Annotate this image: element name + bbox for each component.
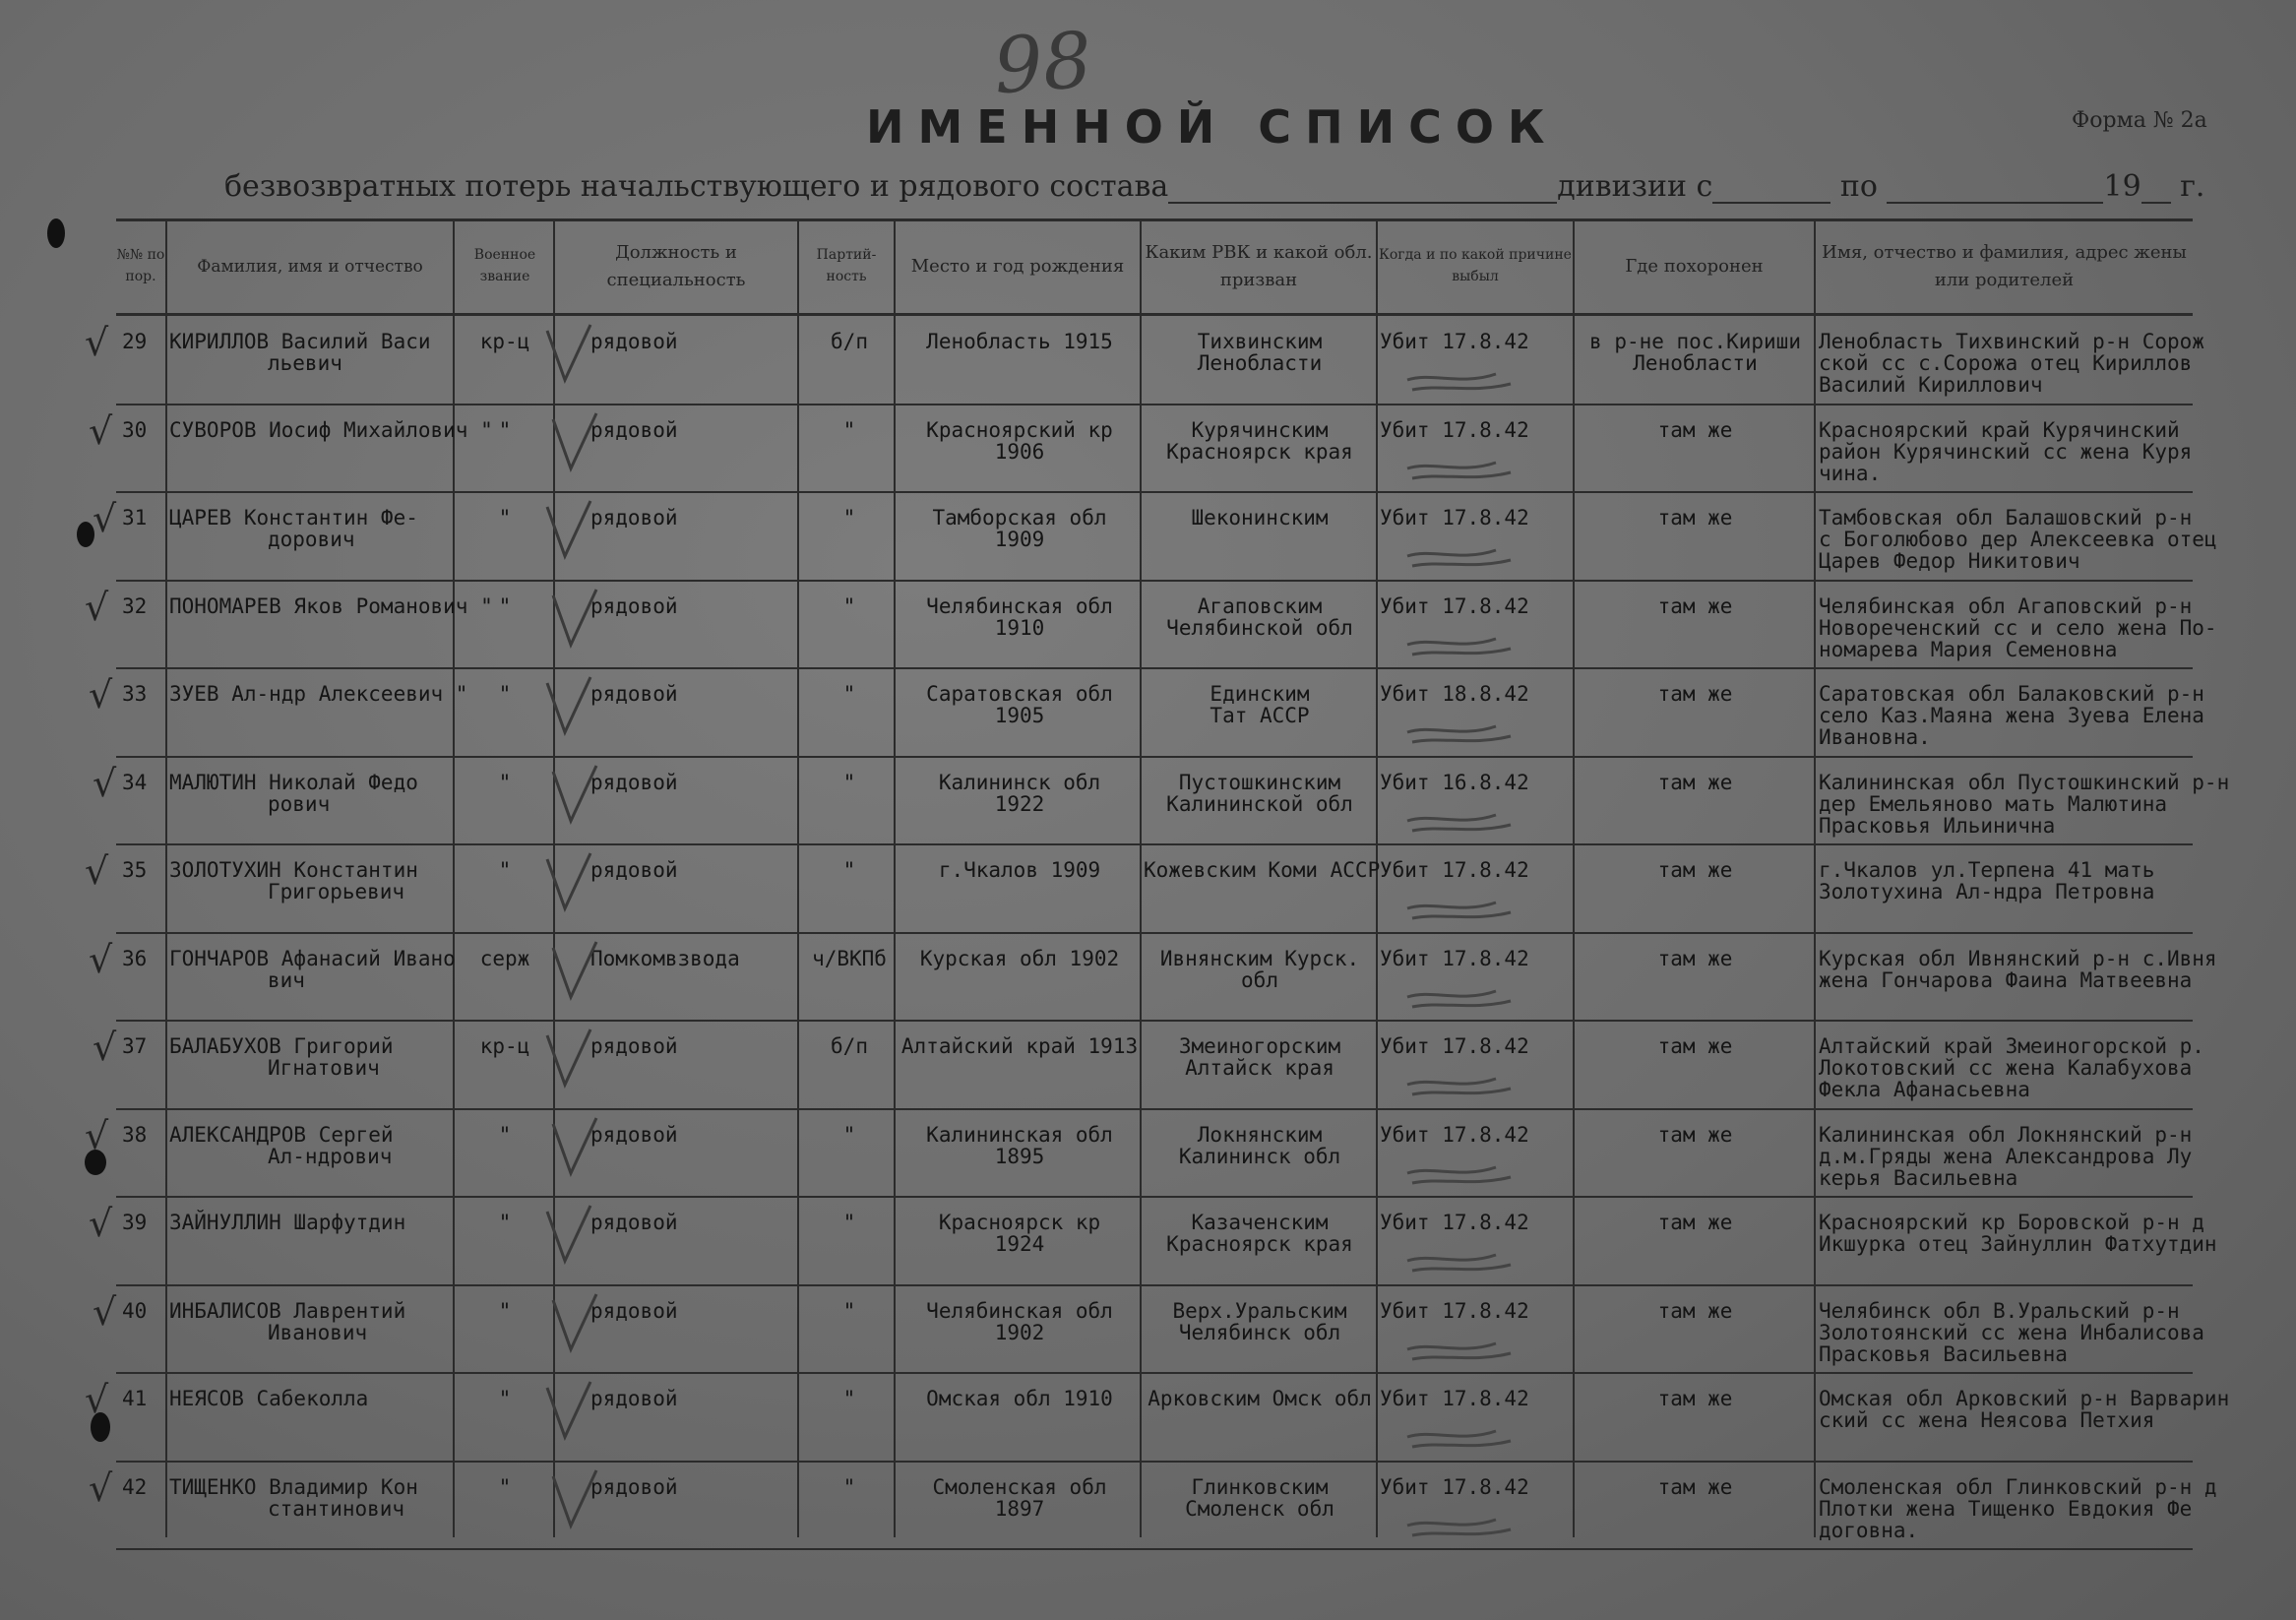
check-mark-icon: √ <box>89 1202 113 1245</box>
pencil-squiggle-icon <box>1402 1065 1520 1104</box>
row-name: вич <box>268 967 305 992</box>
form-number: Форма № 2а <box>2072 108 2207 133</box>
row-birth: 1910 <box>994 615 1045 640</box>
row-birth: Челябинская обл <box>926 593 1113 618</box>
row-party: б/п <box>831 1034 868 1058</box>
row-death: Убит 17.8.42 <box>1380 506 1529 530</box>
row-drafted: Ленобласти <box>1197 351 1323 375</box>
row-buried: там же <box>1657 946 1733 970</box>
row-number: 31 <box>122 506 148 530</box>
pencil-check-icon <box>541 849 600 918</box>
row-number: 29 <box>122 330 148 353</box>
row-death: Убит 18.8.42 <box>1380 682 1529 706</box>
table-row <box>0 758 2296 846</box>
row-name: ЗАЙНУЛЛИН Шарфутдин <box>169 1211 406 1234</box>
row-buried: Ленобласти <box>1633 351 1758 375</box>
row-relatives: Фекла Афанасьевна <box>1819 1078 2030 1101</box>
pencil-check-icon <box>547 938 606 1007</box>
row-party: " <box>842 593 856 618</box>
row-drafted: Тихвинским <box>1197 330 1323 353</box>
row-drafted: Красноярск края <box>1166 1232 1353 1256</box>
header-full-name: Фамилия, имя и отчество <box>197 256 423 277</box>
row-number: 42 <box>122 1474 148 1499</box>
row-relatives: Челябинская обл Агаповский р-н <box>1819 593 2193 618</box>
row-position: Помкомвзвода <box>590 946 740 970</box>
row-birth: 1905 <box>994 704 1045 727</box>
row-relatives: Саратовская обл Балаковский р-н <box>1819 682 2204 706</box>
row-death: Убит 17.8.42 <box>1380 593 1529 618</box>
pencil-squiggle-icon <box>1402 1330 1520 1369</box>
check-mark-icon: √ <box>93 1026 117 1069</box>
header-number: №№ по пор. <box>116 247 165 284</box>
row-name: Иванович <box>268 1320 368 1344</box>
row-relatives: село Каз.Маяна жена Зуева Елена <box>1819 704 2204 727</box>
table-row <box>0 405 2296 494</box>
row-drafted: Пустошкинским <box>1178 770 1341 794</box>
row-birth: г.Чкалов 1909 <box>938 858 1101 882</box>
pencil-squiggle-icon <box>1402 801 1520 841</box>
row-relatives: Челябинск обл В.Уральский р-н <box>1819 1298 2180 1323</box>
table-row <box>0 669 2296 758</box>
row-position: рядовой <box>590 1298 678 1323</box>
table-row <box>0 493 2296 582</box>
row-relatives: договна. <box>1819 1518 1919 1542</box>
punch-hole <box>47 218 65 248</box>
row-birth: Калининск обл <box>938 770 1101 794</box>
handwritten-page-number: 98 <box>990 16 1095 112</box>
row-name: ЦАРЕВ Константин Фе- <box>169 506 418 530</box>
table-row <box>0 582 2296 670</box>
pencil-squiggle-icon <box>1402 1153 1520 1193</box>
pencil-squiggle-icon <box>1402 977 1520 1017</box>
row-name: АЛЕКСАНДРОВ Сергей <box>169 1122 394 1147</box>
row-drafted: Верх.Уральским <box>1172 1298 1347 1323</box>
pencil-check-icon <box>547 586 606 654</box>
check-mark-icon: √ <box>89 937 113 981</box>
row-relatives: Красноярский кр Боровской р-н д <box>1819 1211 2204 1234</box>
row-rank: " <box>498 417 512 442</box>
row-relatives: Тамбовская обл Балашовский р-н <box>1819 506 2193 530</box>
row-rank: кр-ц <box>479 1034 530 1058</box>
row-position: рядовой <box>590 858 678 882</box>
row-party: " <box>842 1387 856 1410</box>
row-relatives: керья Васильевна <box>1819 1165 2018 1190</box>
row-rank: " <box>498 1211 512 1234</box>
check-mark-icon: √ <box>89 673 113 717</box>
row-relatives: Алтайский край Змеиногорской р. <box>1819 1034 2204 1058</box>
row-position: рядовой <box>590 1034 678 1058</box>
row-birth: Омская обл 1910 <box>926 1387 1113 1410</box>
row-relatives: номарева Мария Семеновна <box>1819 637 2118 661</box>
row-rank: " <box>498 506 512 530</box>
row-birth: 1902 <box>994 1320 1045 1344</box>
row-buried: там же <box>1657 858 1733 882</box>
row-drafted: Челябинск обл <box>1178 1320 1341 1344</box>
row-rank: " <box>498 1474 512 1499</box>
row-relatives: Икшурка отец Зайнуллин Фатхутдин <box>1819 1232 2217 1256</box>
pencil-squiggle-icon <box>1402 449 1520 488</box>
row-birth: Челябинская обл <box>926 1298 1113 1323</box>
row-party: " <box>842 1298 856 1323</box>
row-relatives: Смоленская обл Глинковский р-н д <box>1819 1474 2217 1499</box>
pencil-squiggle-icon <box>1402 713 1520 752</box>
row-drafted: Ивнянским Курск. <box>1159 946 1360 970</box>
row-birth: Смоленская обл <box>932 1474 1107 1499</box>
row-number: 40 <box>122 1298 148 1323</box>
row-number: 35 <box>122 858 148 882</box>
check-mark-icon: √ <box>89 408 113 453</box>
row-party: " <box>842 1474 856 1499</box>
header-buried: Где похоронен <box>1625 256 1764 278</box>
row-position: рядовой <box>590 330 678 353</box>
row-relatives: Локотовский сс жена Калабухова <box>1819 1056 2193 1080</box>
row-rank: " <box>498 858 512 882</box>
check-mark-icon: √ <box>93 1289 117 1334</box>
row-party: " <box>842 417 856 442</box>
row-birth: Красноярский кр <box>926 417 1113 442</box>
check-mark-icon: √ <box>93 497 117 540</box>
row-name: ЗУЕВ Ал-ндр Алексеевич " <box>169 682 468 706</box>
row-relatives: Золотухина Ал-ндра Петровна <box>1819 880 2155 903</box>
pencil-check-icon <box>547 1114 606 1183</box>
row-rank: серж <box>479 946 530 970</box>
row-buried: там же <box>1657 682 1733 706</box>
row-rank: " <box>498 770 512 794</box>
table-row <box>0 934 2296 1023</box>
row-birth: 1924 <box>994 1232 1045 1256</box>
row-death: Убит 17.8.42 <box>1380 1211 1529 1234</box>
header-drafted: Каким РВК и какой обл. призван <box>1145 242 1373 290</box>
pencil-check-icon <box>541 1202 600 1271</box>
table-row <box>0 1286 2296 1375</box>
row-buried: там же <box>1657 1122 1733 1147</box>
row-relatives: с Боголюбово дер Алексеевка отец <box>1819 528 2217 551</box>
check-mark-icon: √ <box>85 1378 109 1421</box>
pencil-check-icon <box>547 1466 606 1535</box>
row-relatives: Ивановна. <box>1819 725 1931 749</box>
row-relatives: Прасковья Ильинична <box>1819 813 2056 838</box>
row-party: б/п <box>831 330 868 353</box>
row-rank: " <box>498 1122 512 1147</box>
table-row <box>0 1463 2296 1551</box>
pencil-check-icon <box>547 762 606 831</box>
row-party: " <box>842 770 856 794</box>
row-buried: там же <box>1657 593 1733 618</box>
row-relatives: Красноярский край Курячинский <box>1819 417 2180 442</box>
row-number: 39 <box>122 1211 148 1234</box>
row-drafted: Змеиногорским <box>1178 1034 1341 1058</box>
row-party: " <box>842 858 856 882</box>
row-number: 30 <box>122 417 148 442</box>
row-rank: " <box>498 1387 512 1410</box>
row-birth: Ленобласть 1915 <box>926 330 1113 353</box>
row-name: КИРИЛЛОВ Василий Васи <box>169 330 431 353</box>
row-position: рядовой <box>590 682 678 706</box>
row-relatives: Плотки жена Тищенко Евдокия Фе <box>1819 1496 2193 1521</box>
row-separator <box>116 1548 2193 1550</box>
row-name: дорович <box>268 528 355 551</box>
row-name: ИНБАЛИСОВ Лаврентий <box>169 1298 406 1323</box>
pencil-squiggle-icon <box>1402 360 1520 400</box>
header-relatives: Имя, отчество и фамилия, адрес жены или родителей <box>1822 242 2187 290</box>
row-drafted: Глинковским <box>1191 1474 1329 1499</box>
row-position: рядовой <box>590 593 678 618</box>
row-birth: 1909 <box>994 528 1045 551</box>
row-relatives: ский сс жена Неясова Петхия <box>1819 1408 2155 1432</box>
row-name: Ал-ндрович <box>268 1144 393 1168</box>
row-drafted: Калининской обл <box>1166 791 1353 816</box>
row-position: рядовой <box>590 1211 678 1234</box>
row-birth: 1895 <box>994 1144 1045 1168</box>
row-drafted: Челябинской обл <box>1166 615 1353 640</box>
header-birth: Место и год рождения <box>910 256 1125 278</box>
row-rank: " <box>498 682 512 706</box>
row-buried: там же <box>1657 417 1733 442</box>
row-drafted: Шеконинским <box>1191 506 1329 530</box>
row-death: Убит 17.8.42 <box>1380 946 1529 970</box>
row-position: рядовой <box>590 506 678 530</box>
row-death: Убит 17.8.42 <box>1380 1034 1529 1058</box>
document-subtitle: безвозвратных потерь начальствующего и рядового состава дивизии с по 19 г. <box>224 169 2205 204</box>
pencil-check-icon <box>547 409 606 478</box>
row-drafted: Алтайск края <box>1185 1056 1334 1080</box>
pencil-check-icon <box>541 497 600 566</box>
row-drafted: Локнянским <box>1197 1122 1323 1147</box>
table-row <box>0 317 2296 405</box>
row-relatives: Калининская обл Локнянский р-н <box>1819 1122 2193 1147</box>
row-number: 32 <box>122 593 148 618</box>
row-name: ТИЩЕНКО Владимир Кон <box>169 1474 418 1499</box>
row-buried: там же <box>1657 1211 1733 1234</box>
row-relatives: чина. <box>1819 461 1882 485</box>
row-death: Убит 17.8.42 <box>1380 1474 1529 1499</box>
row-drafted: Смоленск обл <box>1185 1496 1334 1521</box>
row-drafted: Арковским Омск обл <box>1148 1387 1372 1410</box>
pencil-squiggle-icon <box>1402 889 1520 928</box>
row-birth: 1922 <box>994 791 1045 816</box>
row-rank: кр-ц <box>479 330 530 353</box>
row-name: МАЛЮТИН Николай Федо <box>169 770 418 794</box>
row-relatives: дер Емельяново мать Малютина <box>1819 791 2168 816</box>
row-birth: Алтайский край 1913 <box>900 1034 1139 1058</box>
row-position: рядовой <box>590 417 678 442</box>
row-buried: там же <box>1657 1034 1733 1058</box>
row-party: " <box>842 1211 856 1234</box>
row-relatives: Прасковья Васильевна <box>1819 1341 2068 1366</box>
row-rank: " <box>498 1298 512 1323</box>
row-drafted: Агаповским <box>1197 593 1323 618</box>
row-party: " <box>842 1122 856 1147</box>
row-death: Убит 17.8.42 <box>1380 330 1529 353</box>
table-row <box>0 1374 2296 1463</box>
row-death: Убит 17.8.42 <box>1380 417 1529 442</box>
header-party: Партий-ность <box>816 247 877 284</box>
row-name: СУВОРОВ Иосиф Михайлович " <box>169 417 493 442</box>
row-number: 37 <box>122 1034 148 1058</box>
row-position: рядовой <box>590 770 678 794</box>
row-buried: там же <box>1657 1298 1733 1323</box>
row-position: рядовой <box>590 1474 678 1499</box>
row-position: рядовой <box>590 1387 678 1410</box>
row-party: " <box>842 506 856 530</box>
pencil-squiggle-icon <box>1402 1506 1520 1545</box>
header-rank: Военное звание <box>473 247 536 284</box>
row-drafted: Единским <box>1210 682 1310 706</box>
row-relatives: Василий Кириллович <box>1819 373 2043 397</box>
row-name: Игнатович <box>268 1056 380 1080</box>
row-buried: в р-не пос.Кириши <box>1589 330 1801 353</box>
row-drafted: обл <box>1241 967 1278 992</box>
row-name: НЕЯСОВ Сабеколла <box>169 1387 369 1410</box>
row-name: Григорьевич <box>268 880 405 903</box>
document-title: ИМЕННОЙ СПИСОК <box>866 100 1559 154</box>
check-mark-icon: √ <box>85 1113 109 1157</box>
row-relatives: ской сс с.Сорожа отец Кириллов <box>1819 351 2193 375</box>
row-drafted: Курячинским <box>1191 417 1329 442</box>
check-mark-icon: √ <box>85 585 109 629</box>
header-position: Должность и специальность <box>606 242 746 290</box>
row-death: Убит 17.8.42 <box>1380 1298 1529 1323</box>
row-relatives: Курская обл Ивнянский р-н с.Ивня <box>1819 946 2217 970</box>
row-relatives: г.Чкалов ул.Терпена 41 мать <box>1819 858 2155 882</box>
row-relatives: Калининская обл Пустошкинский р-н <box>1819 770 2230 794</box>
row-death: Убит 17.8.42 <box>1380 1122 1529 1147</box>
row-birth: 1897 <box>994 1496 1045 1521</box>
row-name: ПОНОМАРЕВ Яков Романович " <box>169 593 493 618</box>
row-relatives: Ленобласть Тихвинский р-н Сорож <box>1819 330 2204 353</box>
row-relatives: Омская обл Арковский р-н Варварин <box>1819 1387 2230 1410</box>
row-drafted: Тат АССР <box>1210 704 1310 727</box>
pencil-check-icon <box>541 1378 600 1447</box>
row-relatives: Золотоянский сс жена Инбалисова <box>1819 1320 2204 1344</box>
row-rank: " <box>498 593 512 618</box>
pencil-squiggle-icon <box>1402 1241 1520 1280</box>
pencil-check-icon <box>541 321 600 390</box>
row-drafted: Кожевским Коми АССР <box>1144 858 1381 882</box>
check-mark-icon: √ <box>85 849 109 893</box>
row-name: ЗОЛОТУХИН Константин <box>169 858 418 882</box>
row-position: рядовой <box>590 1122 678 1147</box>
pencil-check-icon <box>541 673 600 742</box>
row-number: 38 <box>122 1122 148 1147</box>
row-number: 34 <box>122 770 148 794</box>
row-buried: там же <box>1657 506 1733 530</box>
row-birth: Саратовская обл <box>926 682 1113 706</box>
table-row <box>0 1022 2296 1110</box>
row-birth: Красноярск кр <box>938 1211 1101 1234</box>
pencil-squiggle-icon <box>1402 625 1520 664</box>
pencil-check-icon <box>541 1026 600 1094</box>
row-buried: там же <box>1657 770 1733 794</box>
row-relatives: Новореченский сс и село жена По- <box>1819 615 2217 640</box>
pencil-check-icon <box>547 1290 606 1359</box>
row-number: 33 <box>122 682 148 706</box>
header-death: Когда и по какой причине выбыл <box>1379 247 1572 284</box>
table-row <box>0 845 2296 934</box>
row-drafted: Калининск обл <box>1178 1144 1341 1168</box>
row-buried: там же <box>1657 1474 1733 1499</box>
row-death: Убит 17.8.42 <box>1380 1387 1529 1410</box>
pencil-squiggle-icon <box>1402 536 1520 576</box>
row-party: " <box>842 682 856 706</box>
row-birth: Курская обл 1902 <box>919 946 1120 970</box>
row-relatives: район Курячинский сс жена Куря <box>1819 439 2193 464</box>
table-header-border <box>116 313 2193 316</box>
check-mark-icon: √ <box>89 1465 113 1510</box>
row-number: 36 <box>122 946 148 970</box>
row-name: БАЛАБУХОВ Григорий <box>169 1034 394 1058</box>
row-drafted: Казаченским <box>1191 1211 1329 1234</box>
row-birth: 1906 <box>994 439 1045 464</box>
row-buried: там же <box>1657 1387 1733 1410</box>
row-death: Убит 17.8.42 <box>1380 858 1529 882</box>
row-party: ч/ВКПб <box>812 946 887 970</box>
table-row <box>0 1110 2296 1199</box>
table-row <box>0 1198 2296 1286</box>
row-birth: Тамборская обл <box>932 506 1107 530</box>
row-relatives: жена Гончарова Фаина Матвеевна <box>1819 967 2193 992</box>
row-name: льевич <box>268 351 342 375</box>
row-name: ГОНЧАРОВ Афанасий Ивано <box>169 946 456 970</box>
check-mark-icon: √ <box>85 321 109 364</box>
row-death: Убит 16.8.42 <box>1380 770 1529 794</box>
row-name: рович <box>268 791 331 816</box>
pencil-squiggle-icon <box>1402 1417 1520 1457</box>
row-birth: Калининская обл <box>926 1122 1113 1147</box>
row-number: 41 <box>122 1387 148 1410</box>
check-mark-icon: √ <box>93 761 117 805</box>
row-drafted: Красноярск края <box>1166 439 1353 464</box>
row-name: стантинович <box>268 1496 405 1521</box>
row-relatives: Царев Федор Никитович <box>1819 549 2080 573</box>
row-relatives: д.м.Гряды жена Александрова Лу <box>1819 1144 2193 1168</box>
